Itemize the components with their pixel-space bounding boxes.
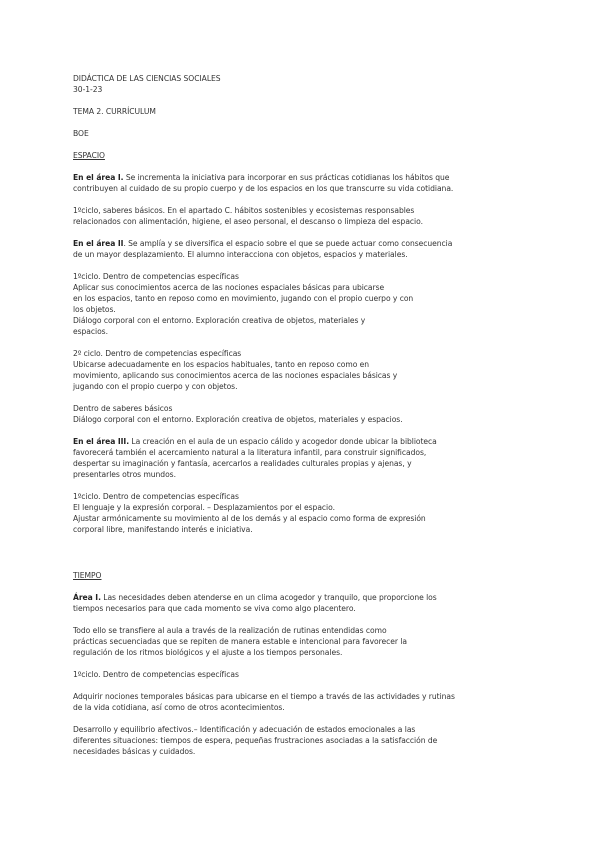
- text-line: [73, 315, 543, 326]
- paragraph: [73, 271, 543, 337]
- text-line: [73, 381, 543, 392]
- line-text: DIDÁCTICA DE LAS CIENCIAS SOCIALES: [73, 74, 221, 83]
- paragraph: [73, 691, 543, 713]
- paragraph: [73, 403, 543, 425]
- text-line: [73, 724, 543, 735]
- line-text: favorecerá también el acercamiento natural a la literatura infantil, para construir significados,: [73, 448, 427, 457]
- text-line: [73, 150, 543, 161]
- line-text: Desarrollo y equilibrio afectivos.– Identificación y adecuación de estados emocionales a las: [73, 725, 416, 734]
- line-text: Las necesidades deben atenderse en un clima acogedor y tranquilo, que proporcione los: [100, 593, 437, 602]
- text-line: [73, 513, 543, 524]
- text-line: [73, 625, 543, 636]
- text-line: [73, 216, 543, 227]
- text-line: [73, 403, 543, 414]
- line-text: Todo ello se transfiere al aula a través de la realización de rutinas entendidas como: [73, 626, 387, 635]
- line-text: La creación en el aula de un espacio cálido y acogedor donde ubicar la biblioteca: [129, 437, 437, 446]
- line-text: movimiento, aplicando sus conocimientos acerca de las nociones espaciales básicas y: [73, 371, 398, 380]
- paragraph: [73, 491, 543, 535]
- text-line: [73, 669, 543, 680]
- text-line: [73, 249, 543, 260]
- line-text: Aplicar sus conocimientos acerca de las nociones espaciales básicas para ubicarse: [73, 283, 385, 292]
- line-text: ESPACIO: [73, 151, 105, 160]
- text-line: [73, 359, 543, 370]
- paragraph: [73, 724, 543, 757]
- text-line: [73, 326, 543, 337]
- text-line: [73, 491, 543, 502]
- line-text: 1ºciclo. Dentro de competencias específicas: [73, 670, 239, 679]
- text-line: [73, 370, 543, 381]
- paragraph: [73, 73, 543, 95]
- text-line: [73, 447, 543, 458]
- text-line: [73, 702, 543, 713]
- line-text: TIEMPO: [73, 571, 102, 580]
- text-line: [73, 691, 543, 702]
- text-line: [73, 636, 543, 647]
- text-line: [73, 502, 543, 513]
- line-text: TEMA 2. CURRÍCULUM: [73, 107, 156, 116]
- text-line: [73, 84, 543, 95]
- line-text: regulación de los ritmos biológicos y el ajuste a los tiempos personales.: [73, 648, 343, 657]
- line-text: 1ºciclo. Dentro de competencias específicas: [73, 272, 239, 281]
- bold-lead: En el área I.: [73, 173, 124, 182]
- text-line: [73, 592, 543, 603]
- line-text: Ubicarse adecuadamente en los espacios habituales, tanto en reposo como en: [73, 360, 370, 369]
- line-text: 30-1-23: [73, 85, 103, 94]
- text-line: [73, 348, 543, 359]
- line-text: presentarles otros mundos.: [73, 470, 176, 479]
- text-line: [73, 205, 543, 216]
- paragraph: [73, 205, 543, 227]
- line-text: Se incrementa la iniciativa para incorporar en sus prácticas cotidianas los hábitos que: [123, 173, 450, 182]
- text-line: [73, 414, 543, 425]
- bold-lead: En el área III.: [73, 437, 130, 446]
- text-line: [73, 746, 543, 757]
- paragraph: [73, 128, 543, 139]
- line-text: . Se amplía y se diversifica el espacio sobre el que se puede actuar como consecuencia: [123, 239, 453, 248]
- line-text: Adquirir nociones temporales básicas para ubicarse en el tiempo a través de las actividades y rutinas: [73, 692, 455, 701]
- text-line: [73, 238, 543, 249]
- paragraph: [73, 348, 543, 392]
- line-text: diferentes situaciones: tiempos de espera, pequeñas frustraciones asociadas a la satisfacción de: [73, 736, 438, 745]
- section-heading: [73, 150, 543, 161]
- line-text: de un mayor desplazamiento. El alumno interacciona con objetos, espacios y materiales.: [73, 250, 408, 259]
- paragraph: [73, 106, 543, 117]
- line-text: despertar su imaginación y fantasía, acercarlos a realidades culturales propias y ajenas, y: [73, 459, 412, 468]
- text-line: [73, 647, 543, 658]
- paragraph: [73, 592, 543, 614]
- line-text: espacios.: [73, 327, 108, 336]
- text-line: [73, 436, 543, 447]
- line-text: Dentro de saberes básicos: [73, 404, 173, 413]
- text-line: [73, 293, 543, 304]
- line-text: 1ºciclo, saberes básicos. En el apartado C. hábitos sostenibles y ecosistemas responsables: [73, 206, 415, 215]
- line-text: corporal libre, manifestando interés e iniciativa.: [73, 525, 253, 534]
- text-line: [73, 458, 543, 469]
- text-line: [73, 304, 543, 315]
- line-text: necesidades básicas y cuidados.: [73, 747, 196, 756]
- line-text: Diálogo corporal con el entorno. Exploración creativa de objetos, materiales y espacios.: [73, 415, 403, 424]
- line-text: contribuyen al cuidado de su propio cuerpo y de los espacios en los que transcurre su vida cotidiana.: [73, 184, 454, 193]
- document-page: [73, 73, 543, 768]
- text-line: [73, 469, 543, 480]
- line-text: Diálogo corporal con el entorno. Exploración creativa de objetos, materiales y: [73, 316, 366, 325]
- text-line: [73, 172, 543, 183]
- text-line: [73, 524, 543, 535]
- paragraph: [73, 238, 543, 260]
- line-text: Ajustar armónicamente su movimiento al de los demás y al espacio como forma de expresión: [73, 514, 426, 523]
- line-text: tiempos necesarios para que cada momento se viva como algo placentero.: [73, 604, 356, 613]
- line-text: relacionados con alimentación, higiene, el aseo personal, el descanso o limpieza del espacio.: [73, 217, 423, 226]
- line-text: BOE: [73, 129, 89, 138]
- paragraph: [73, 172, 543, 194]
- text-line: [73, 282, 543, 293]
- line-text: prácticas secuenciadas que se repiten de manera estable e intencional para favorecer la: [73, 637, 407, 646]
- text-line: [73, 73, 543, 84]
- text-line: [73, 106, 543, 117]
- text-line: [73, 183, 543, 194]
- section-heading: [73, 570, 543, 581]
- text-line: [73, 735, 543, 746]
- bold-lead: En el área II: [73, 239, 124, 248]
- line-text: 2º ciclo. Dentro de competencias específicas: [73, 349, 242, 358]
- text-line: [73, 603, 543, 614]
- line-text: de la vida cotidiana, así como de otros acontecimientos.: [73, 703, 285, 712]
- paragraph: [73, 436, 543, 480]
- bold-lead: Área I.: [73, 593, 101, 602]
- text-line: [73, 570, 543, 581]
- paragraph: [73, 625, 543, 658]
- paragraph: [73, 669, 543, 680]
- line-text: 1ºciclo. Dentro de competencias específicas: [73, 492, 239, 501]
- line-text: los objetos.: [73, 305, 116, 314]
- line-text: jugando con el propio cuerpo y con objetos.: [73, 382, 238, 391]
- text-line: [73, 271, 543, 282]
- line-text: en los espacios, tanto en reposo como en movimiento, jugando con el propio cuerpo y con: [73, 294, 414, 303]
- line-text: El lenguaje y la expresión corporal. – Desplazamientos por el espacio.: [73, 503, 335, 512]
- text-line: [73, 128, 543, 139]
